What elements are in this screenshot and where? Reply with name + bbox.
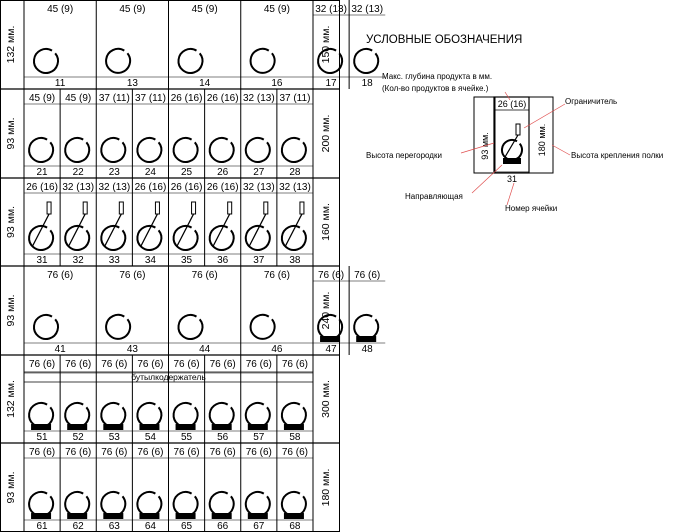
guide-rail bbox=[212, 424, 232, 430]
cell-33[interactable] bbox=[96, 178, 132, 266]
cell-number: 46 bbox=[271, 344, 283, 355]
cell-number: 25 bbox=[181, 167, 193, 178]
guide-rail bbox=[284, 513, 304, 519]
cell-capacity: 45 (9) bbox=[65, 93, 92, 104]
cell-number: 66 bbox=[217, 521, 229, 532]
guide-rail bbox=[103, 424, 123, 430]
guide-rail bbox=[31, 513, 51, 519]
spring-icon bbox=[174, 138, 198, 162]
guide-rail bbox=[67, 513, 87, 519]
cell-capacity: 26 (16) bbox=[26, 182, 58, 193]
cell-number: 43 bbox=[126, 344, 138, 355]
spring-icon bbox=[65, 403, 89, 430]
cell-capacity: 37 (11) bbox=[279, 93, 311, 104]
cell-capacity: 76 (6) bbox=[29, 447, 56, 458]
cell-65[interactable] bbox=[169, 443, 205, 532]
cell-64[interactable] bbox=[132, 443, 168, 532]
spring-icon bbox=[282, 403, 306, 430]
guide-rail bbox=[176, 513, 196, 519]
row-partition-height: 93 мм. bbox=[5, 117, 17, 150]
cell-capacity: 76 (6) bbox=[101, 359, 128, 370]
legend-sample-num: 31 bbox=[506, 174, 518, 184]
cell-number: 26 bbox=[217, 167, 229, 178]
cell-number: 57 bbox=[253, 432, 265, 443]
cell-capacity: 37 (11) bbox=[98, 93, 130, 104]
cell-capacity: 32 (13) bbox=[315, 4, 347, 15]
cell-54[interactable] bbox=[132, 355, 168, 443]
cell-capacity: 37 (11) bbox=[134, 93, 166, 104]
legend-sample-right: 180 мм. bbox=[537, 123, 547, 157]
legend-panel bbox=[340, 0, 680, 532]
cell-37[interactable] bbox=[241, 178, 277, 266]
cell-number: 13 bbox=[126, 78, 138, 89]
cell-number: 31 bbox=[36, 255, 48, 266]
guide-rail bbox=[139, 424, 159, 430]
cell-capacity: 32 (13) bbox=[279, 182, 311, 193]
row-partition-height: 132 мм. bbox=[5, 25, 17, 64]
guide-rail bbox=[320, 336, 340, 342]
spring-icon bbox=[174, 202, 198, 250]
cell-56[interactable] bbox=[205, 355, 241, 443]
cell-58[interactable] bbox=[277, 355, 313, 443]
cell-capacity: 76 (6) bbox=[245, 359, 272, 370]
spring-icon bbox=[246, 403, 270, 430]
spring-icon bbox=[101, 492, 125, 519]
cell-number: 16 bbox=[271, 78, 283, 89]
spring-icon bbox=[29, 138, 53, 162]
spring-icon bbox=[210, 138, 234, 162]
cell-capacity: 45 (9) bbox=[47, 4, 74, 15]
cell-26[interactable] bbox=[205, 89, 241, 178]
cell-22[interactable] bbox=[60, 89, 96, 178]
cell-number: 36 bbox=[217, 255, 229, 266]
cell-23[interactable] bbox=[96, 89, 132, 178]
spring-icon bbox=[29, 403, 53, 430]
cell-57[interactable] bbox=[241, 355, 277, 443]
cell-number: 48 bbox=[361, 344, 373, 355]
cell-35[interactable] bbox=[169, 178, 205, 266]
cell-14[interactable] bbox=[169, 0, 241, 89]
row-partition-height: 132 мм. bbox=[5, 380, 17, 418]
cell-46[interactable] bbox=[241, 266, 313, 355]
cell-number: 64 bbox=[144, 521, 156, 532]
cell-53[interactable] bbox=[96, 355, 132, 443]
spring-icon bbox=[65, 492, 89, 519]
spring-icon bbox=[106, 49, 130, 73]
legend-cell-number: Номер ячейки bbox=[505, 204, 558, 213]
spring-icon bbox=[246, 138, 270, 162]
cell-67[interactable] bbox=[241, 443, 277, 532]
spring-icon bbox=[174, 403, 198, 430]
spring-icon bbox=[178, 49, 202, 73]
row-shelf-height: 240 мм. bbox=[320, 291, 332, 330]
spring-icon bbox=[137, 403, 161, 430]
guide-rail bbox=[284, 424, 304, 430]
row-shelf-height: 180 мм. bbox=[320, 468, 332, 507]
legend-guide: Направляющая bbox=[405, 192, 463, 201]
cell-number: 32 bbox=[72, 255, 84, 266]
cell-capacity: 76 (6) bbox=[29, 359, 56, 370]
cell-number: 68 bbox=[289, 521, 301, 532]
cell-11[interactable] bbox=[24, 4, 96, 89]
cell-capacity: 76 (6) bbox=[191, 270, 218, 281]
cell-number: 41 bbox=[54, 344, 66, 355]
cell-number: 61 bbox=[36, 521, 48, 532]
cell-34[interactable] bbox=[132, 178, 168, 266]
guide-rail bbox=[212, 513, 232, 519]
cell-52[interactable] bbox=[60, 355, 96, 443]
cell-41[interactable] bbox=[24, 270, 96, 355]
cell-number: 65 bbox=[181, 521, 193, 532]
cell-68[interactable] bbox=[277, 443, 313, 532]
cell-capacity: 45 (9) bbox=[263, 4, 290, 15]
cell-66[interactable] bbox=[205, 443, 241, 532]
spring-icon bbox=[101, 138, 125, 162]
spring-icon bbox=[210, 492, 234, 519]
spring-icon bbox=[282, 202, 306, 250]
cell-capacity: 76 (6) bbox=[137, 359, 164, 370]
cell-31[interactable] bbox=[24, 182, 60, 266]
spring-icon bbox=[174, 492, 198, 519]
guide-rail bbox=[176, 424, 196, 430]
cell-21[interactable] bbox=[24, 93, 60, 178]
cell-capacity: 76 (6) bbox=[209, 359, 236, 370]
legend-title: УСЛОВНЫЕ ОБОЗНАЧЕНИЯ bbox=[366, 34, 523, 46]
cell-28[interactable] bbox=[277, 89, 313, 178]
legend-sample-left: 93 мм. bbox=[480, 132, 490, 160]
cell-43[interactable] bbox=[96, 266, 168, 355]
cell-capacity: 76 (6) bbox=[173, 359, 200, 370]
cell-number: 56 bbox=[217, 432, 229, 443]
cell-capacity: 26 (16) bbox=[206, 182, 239, 193]
cell-32[interactable] bbox=[60, 178, 96, 266]
cell-16[interactable] bbox=[241, 0, 313, 89]
cell-capacity: 76 (6) bbox=[47, 270, 74, 281]
guide-rail bbox=[31, 424, 51, 430]
cell-number: 35 bbox=[181, 255, 193, 266]
spring-icon bbox=[101, 202, 125, 250]
cell-capacity: 76 (6) bbox=[354, 270, 381, 281]
cell-number: 18 bbox=[361, 78, 373, 89]
cell-13[interactable] bbox=[96, 0, 168, 89]
spring-icon bbox=[106, 315, 130, 339]
cell-capacity: 26 (16) bbox=[134, 182, 167, 193]
row-shelf-height: 160 мм. bbox=[320, 203, 332, 241]
cell-capacity: 26 (16) bbox=[206, 93, 239, 104]
cell-capacity: 76 (6) bbox=[65, 359, 92, 370]
spring-icon bbox=[246, 492, 270, 519]
spring-icon bbox=[178, 315, 202, 339]
guide-rail bbox=[248, 513, 268, 519]
cell-55[interactable] bbox=[169, 355, 205, 443]
cell-number: 27 bbox=[253, 167, 265, 178]
cell-capacity: 32 (13) bbox=[62, 182, 95, 193]
cell-capacity: 32 (13) bbox=[98, 182, 131, 193]
cell-number: 67 bbox=[253, 521, 265, 532]
cell-number: 53 bbox=[108, 432, 120, 443]
cell-number: 24 bbox=[144, 167, 156, 178]
cell-number: 28 bbox=[289, 167, 301, 178]
legend-sample-cell bbox=[474, 97, 553, 184]
legend-spring-icon bbox=[502, 124, 522, 164]
cell-capacity: 32 (13) bbox=[242, 182, 275, 193]
legend-shelf-height: Высота крепления полки bbox=[571, 151, 664, 160]
cell-capacity: 76 (6) bbox=[281, 359, 308, 370]
cell-capacity: 45 (9) bbox=[29, 93, 56, 104]
cell-capacity: 76 (6) bbox=[137, 447, 164, 458]
shelf-row bbox=[0, 89, 340, 178]
cell-capacity: 76 (6) bbox=[65, 447, 92, 458]
spring-icon bbox=[137, 492, 161, 519]
cell-capacity: 76 (6) bbox=[119, 270, 146, 281]
spring-icon bbox=[251, 315, 275, 339]
cell-38[interactable] bbox=[277, 178, 313, 266]
guide-rail bbox=[248, 424, 268, 430]
guide-rail bbox=[67, 424, 87, 430]
cell-number: 52 bbox=[72, 432, 84, 443]
cell-capacity: 26 (16) bbox=[170, 93, 203, 104]
spring-icon bbox=[210, 202, 234, 250]
cell-capacity: 45 (9) bbox=[119, 4, 146, 15]
cell-63[interactable] bbox=[96, 443, 132, 532]
spring-icon bbox=[210, 403, 234, 430]
cell-capacity: 76 (6) bbox=[245, 447, 272, 458]
cell-capacity: 45 (9) bbox=[191, 4, 218, 15]
cell-capacity: 32 (13) bbox=[351, 4, 384, 15]
row-partition-height: 93 мм. bbox=[5, 471, 17, 504]
cell-capacity: 76 (6) bbox=[318, 270, 345, 281]
row-shelf-height: 300 мм. bbox=[320, 380, 332, 418]
spring-icon bbox=[29, 492, 53, 519]
cell-number: 17 bbox=[325, 78, 337, 89]
shelf-row bbox=[5, 0, 385, 89]
cell-62[interactable] bbox=[60, 443, 96, 532]
spring-icon bbox=[34, 49, 58, 73]
cell-number: 11 bbox=[54, 78, 66, 89]
cell-capacity: 76 (6) bbox=[209, 447, 236, 458]
row-partition-height: 93 мм. bbox=[5, 206, 17, 238]
legend-limiter: Ограничитель bbox=[565, 97, 618, 106]
row-partition-height: 93 мм. bbox=[5, 294, 17, 327]
legend-max-depth: Макс. глубина продукта в мм. bbox=[382, 72, 493, 81]
cell-capacity: 76 (6) bbox=[281, 447, 308, 458]
legend-sample-cap: 26 (16) bbox=[497, 99, 527, 109]
cell-number: 23 bbox=[108, 167, 120, 178]
cell-number: 34 bbox=[144, 255, 156, 266]
cell-27[interactable] bbox=[241, 89, 277, 178]
cell-24[interactable] bbox=[132, 89, 168, 178]
cell-number: 54 bbox=[144, 432, 156, 443]
cell-capacity: 76 (6) bbox=[263, 270, 290, 281]
spring-icon bbox=[65, 138, 89, 162]
spring-icon bbox=[34, 315, 58, 339]
cell-capacity: 32 (13) bbox=[242, 93, 275, 104]
row-shelf-height: 200 мм. bbox=[320, 114, 332, 153]
spring-icon bbox=[137, 202, 161, 250]
cell-number: 58 bbox=[289, 432, 301, 443]
legend-partition-height: Высота перегородки bbox=[366, 151, 442, 160]
cell-number: 33 bbox=[108, 255, 120, 266]
shelf-row bbox=[0, 178, 340, 266]
cell-number: 22 bbox=[72, 167, 84, 178]
cell-44[interactable] bbox=[169, 266, 241, 355]
spring-icon bbox=[246, 202, 270, 250]
shelf-row bbox=[0, 443, 340, 532]
cell-capacity: 76 (6) bbox=[173, 447, 200, 458]
cell-number: 21 bbox=[36, 167, 48, 178]
cell-number: 55 bbox=[181, 432, 193, 443]
cell-number: 14 bbox=[199, 78, 211, 89]
cell-number: 47 bbox=[325, 344, 337, 355]
bottle-holder-label: бутылкодержатель bbox=[131, 372, 206, 382]
cell-number: 63 bbox=[108, 521, 120, 532]
spring-icon bbox=[65, 202, 89, 250]
spring-icon bbox=[282, 138, 306, 162]
cell-25[interactable] bbox=[169, 89, 205, 178]
spring-icon bbox=[282, 492, 306, 519]
legend-count: (Кол-во продуктов в ячейке.) bbox=[382, 84, 489, 93]
cell-number: 44 bbox=[199, 344, 211, 355]
shelf-row bbox=[0, 266, 385, 355]
cell-capacity: 76 (6) bbox=[101, 447, 128, 458]
guide-rail bbox=[103, 513, 123, 519]
guide-rail bbox=[139, 513, 159, 519]
cell-number: 51 bbox=[36, 432, 48, 443]
row-shelf-height: 150 мм. bbox=[320, 25, 332, 64]
cell-61[interactable] bbox=[24, 447, 60, 532]
shelf-row bbox=[0, 355, 340, 443]
cell-number: 37 bbox=[253, 255, 265, 266]
spring-icon bbox=[251, 49, 275, 73]
spring-icon bbox=[29, 202, 53, 250]
cell-36[interactable] bbox=[205, 178, 241, 266]
spring-icon bbox=[101, 403, 125, 430]
cell-number: 38 bbox=[289, 255, 301, 266]
cell-capacity: 26 (16) bbox=[170, 182, 203, 193]
cell-number: 62 bbox=[72, 521, 84, 532]
spring-icon bbox=[137, 138, 161, 162]
